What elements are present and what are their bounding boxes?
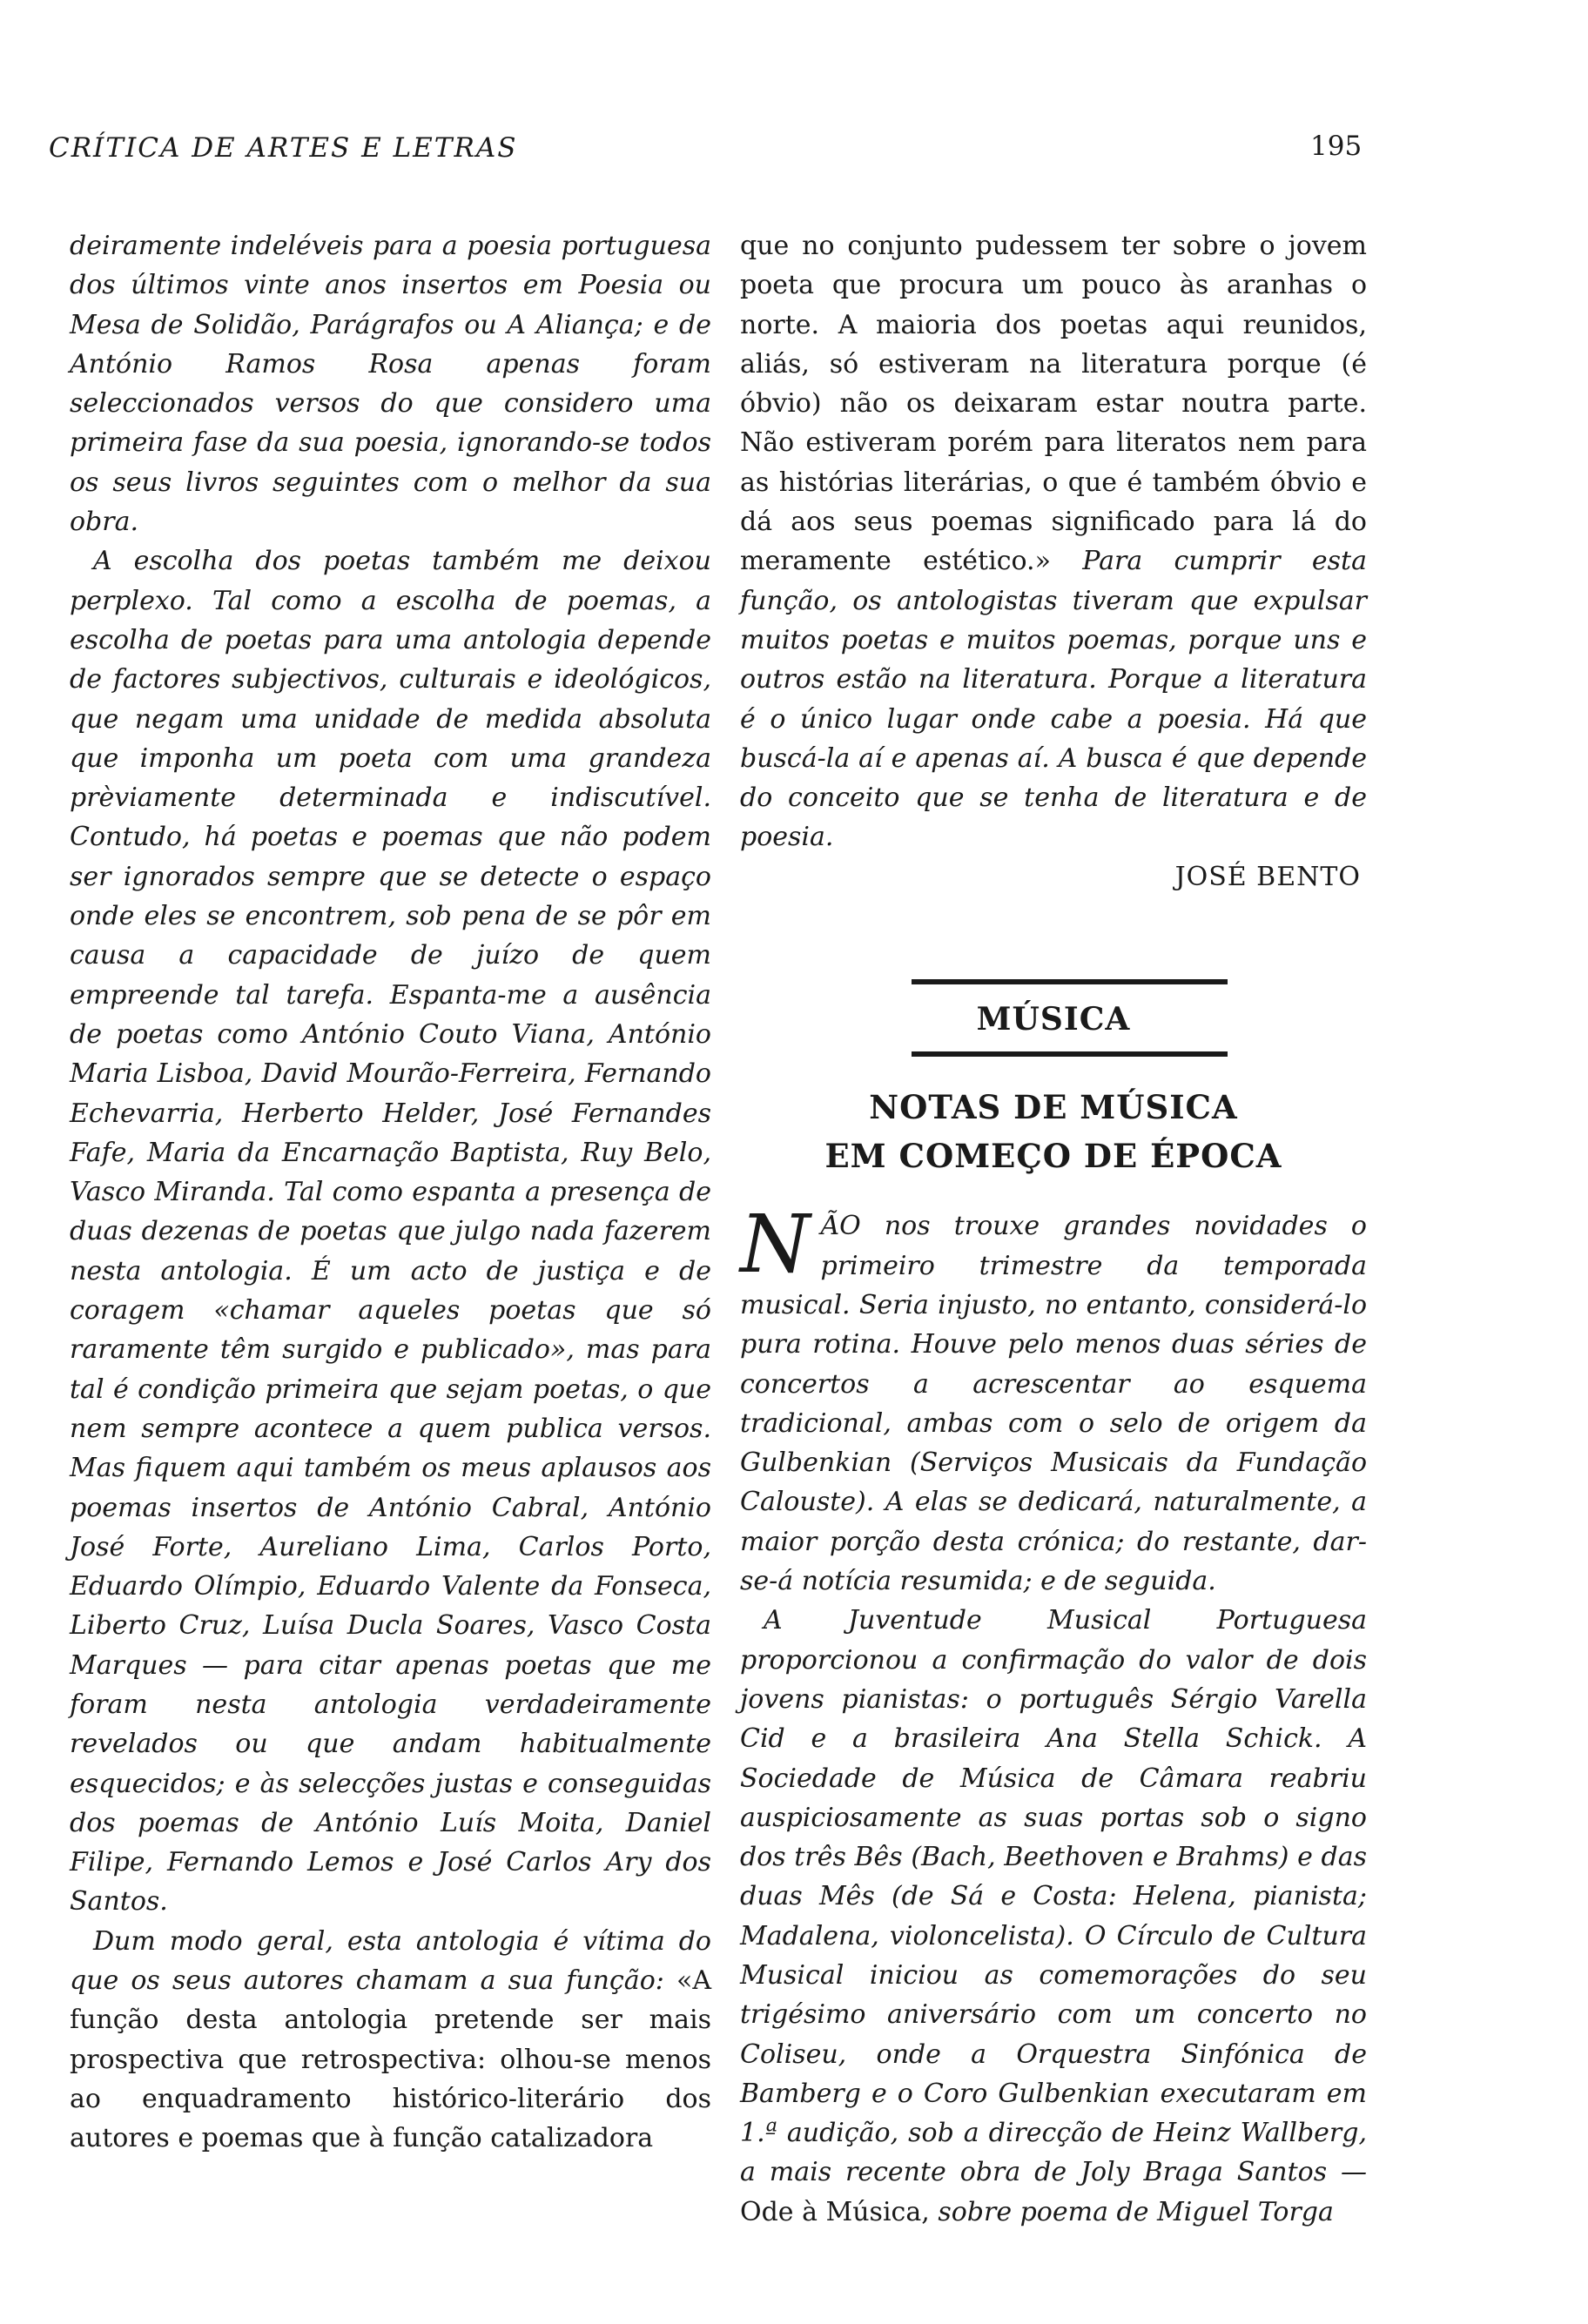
left-column bbox=[70, 226, 711, 2159]
right-paragraph-1 bbox=[740, 226, 1367, 857]
left-paragraph-3-quote: «A função desta antologia pretende ser mais prospectiva que retrospectiva: olhou-se menos ao enquadramento histórico-literário dos autores e poemas que à função catalizadora bbox=[70, 1965, 711, 2154]
author-signature: JOSÉ BENTO bbox=[1174, 861, 1361, 892]
left-paragraph-2: A escolha dos poetas também me deixou perplexo. Tal como a escolha de poemas, a escolha de poetas para uma antologia depende de factores subjectivos, culturais e ideológicos, que negam uma unidade de medida absoluta que imponha um poeta com uma grandeza prèviamente determinada e indiscutível. Contudo, há poetas e poemas que não podem ser ignorados sempre que se detecte o espaço onde eles se encontrem, sob pena de se pôr em causa a capacidade de juízo de quem empreende tal tarefa. Espanta-me a ausência de poetas como António Couto Viana, António Maria Lisboa, David Mourão-Ferreira, Fernando Echevarria, Herberto Helder, José Fernandes Fafe, Maria da Encarnação Baptista, Ruy Belo, Vasco Miranda. Tal como espanta a presença de duas dezenas de poetas que julgo nada fazerem nesta antologia. É um acto de justiça e de coragem «chamar aqueles poetas que só raramente têm surgido e publicado», mas para tal é condição primeira que sejam poetas, o que nem sempre acontece a quem publica versos. Mas fiquem aqui também os meus aplausos aos poemas insertos de António Cabral, António José Forte, Aureliano Lima, Carlos Porto, Eduardo Olímpio, Eduardo Valente da Fonseca, Liberto Cruz, Luísa Ducla Soares, Vasco Costa Marques — para citar apenas poetas que me foram nesta antologia verdadeiramente revelados ou que andam habitualmente esquecidos; e às selecções justas e conseguidas dos poemas de António Luís Moita, Daniel Filipe, Fernando Lemos e José Carlos Ary dos Santos. bbox=[70, 546, 711, 1918]
right-paragraph-3-text: A Juventude Musical Portuguesa proporcionou a confirmação do valor de dois jovens pianistas: o português Sérgio Varella Cid e a brasileira Ana Stella Schick. A Sociedade de Música de Câmara reabriu auspiciosamente as suas portas sob o signo dos três Bês (Bach, Beethoven e Brahms) e das duas Mês (de Sá e Costa: Helena, pianista; Madalena, violoncelista). O Círculo de Cultura Musical iniciou as comemorações do seu trigésimo aniversário com um concerto no Coliseu, onde a Orquestra Sinfónica de Bamberg e o Coro Gulbenkian executaram em 1.ª audição, sob a direcção de Heinz Wallberg, a mais recente obra de Joly Braga Santos — bbox=[740, 1605, 1367, 2188]
section-header bbox=[740, 979, 1367, 1057]
left-paragraph-3-italic: Dum modo geral, esta antologia é vítima do que os seus autores chamam a sua função: bbox=[70, 1925, 711, 1997]
right-paragraph-3 bbox=[740, 1601, 1367, 2232]
right-paragraph-2-text: ÃO nos trouxe grandes novidades o primeiro trimestre da temporada musical. Seria injusto, no entanto, considerá-lo pura rotina. Houve pelo menos duas séries de concertos a acrescentar ao esquema tradicional, ambas com o selo de origem da Gulbenkian (Serviços Musicais da Fundação Calouste). A elas se dedicará, naturalmente, a maior porção desta crónica; do restante, dar-se-á notícia resumida; e de seguida. bbox=[740, 1211, 1367, 1597]
right-column bbox=[740, 226, 1367, 2232]
left-paragraph-1: deiramente indeléveis para a poesia portuguesa dos últimos vinte anos insertos em Poesia ou Mesa de Solidão, Parágrafos ou A Aliança; e de António Ramos Rosa apenas foram seleccionados versos do que considero uma primeira fase da sua poesia, ignorando-se todos os seus livros seguintes com o melhor da sua obra. bbox=[70, 231, 711, 538]
left-paragraph-3 bbox=[70, 1922, 711, 2159]
drop-cap: N bbox=[740, 1198, 811, 1292]
article-title-line-2: EM COMEÇO DE ÉPOCA bbox=[824, 1137, 1282, 1176]
right-paragraph-2 bbox=[740, 1198, 1367, 1601]
page-number: 195 bbox=[1310, 131, 1363, 162]
right-paragraph-1-quote: que no conjunto pudessem ter sobre o jovem poeta que procura um pouco às aranhas o norte. A maioria dos poetas aqui reunidos, aliás, só estiveram na literatura porque (é óbvio) não os deixaram estar noutra parte. Não estiveram porém para literatos nem para as histórias literárias, o que é também óbvio e dá aos seus poemas significado para lá do meramente estético.» bbox=[740, 231, 1367, 577]
article-title bbox=[740, 1083, 1367, 1180]
work-title: Ode à Música, bbox=[740, 2196, 930, 2227]
right-paragraph-3-end: sobre poema de Miguel Torga bbox=[938, 2196, 1334, 2227]
section-rule-bottom bbox=[912, 1051, 1228, 1057]
right-paragraph-1-italic: Para cumprir esta função, os antologistas tiveram que expulsar muitos poetas e muitos poemas, porque uns e outros estão na literatura. Porque a literatura é o único lugar onde cabe a poesia. Há que buscá-la aí e apenas aí. A busca é que depende do conceito que se tenha de literatura e de poesia. bbox=[740, 546, 1367, 853]
article-title-line-1: NOTAS DE MÚSICA bbox=[869, 1088, 1238, 1127]
running-title: CRÍTICA DE ARTES E LETRAS bbox=[49, 132, 518, 164]
section-title: MÚSICA bbox=[976, 1001, 1131, 1038]
